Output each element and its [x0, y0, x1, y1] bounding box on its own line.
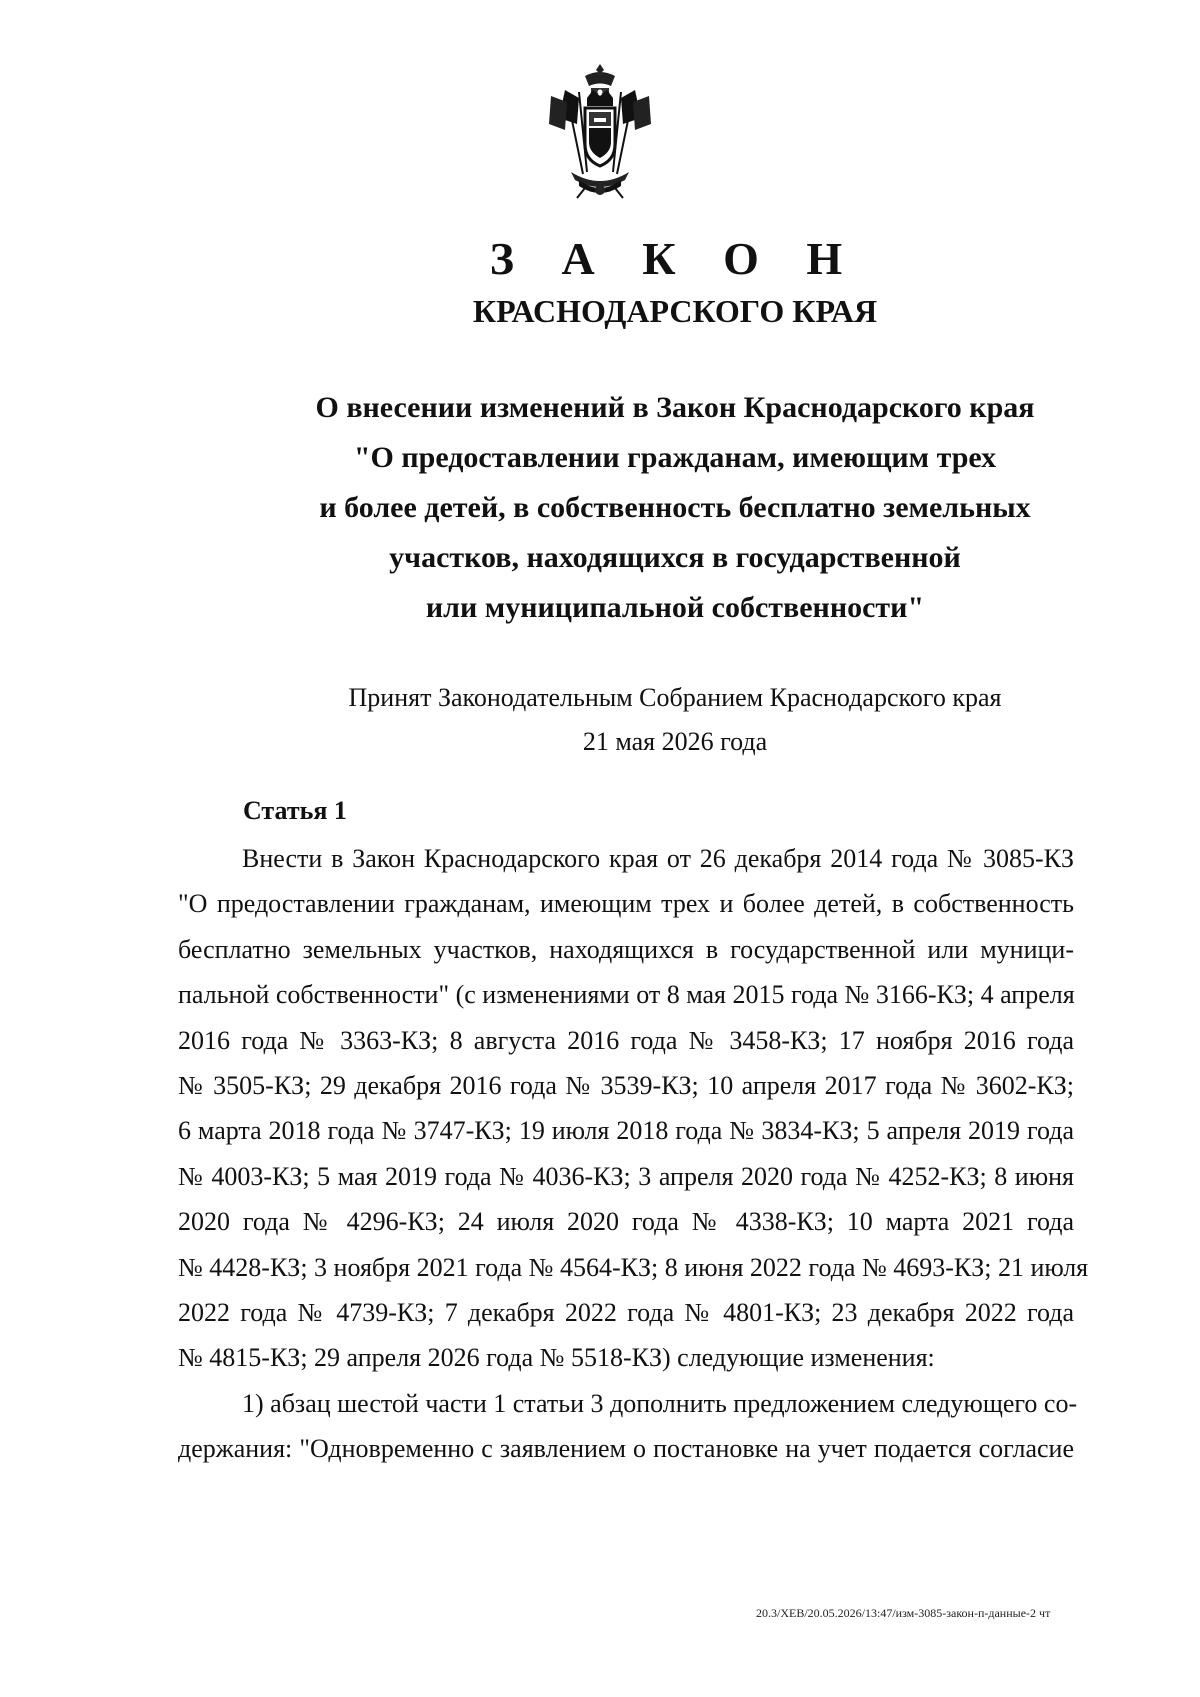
- body-line: 2022 года № 4739-КЗ; 7 декабря 2022 года № 4801-КЗ; 23 декабря 2022 года: [178, 1298, 1074, 1328]
- subject-line: О внесении изменений в Закон Краснодарского края: [315, 391, 1035, 424]
- document-footer-code: 20.3/ХЕВ/20.05.2026/13:47/изм-3085-закон-п-данные-2 чт: [756, 1606, 1051, 1620]
- law-subject-title: [0, 383, 1200, 633]
- body-line: Внести в Закон Краснодарского края от 26 декабря 2014 года № 3085-КЗ: [242, 844, 1074, 873]
- subject-line: "О предоставлении гражданам, имеющим трех: [353, 441, 997, 474]
- body-line: 1) абзац шестой части 1 статьи 3 дополнить предложением следующего со-: [242, 1388, 1078, 1418]
- body-line: бесплатно земельных участков, находящихся в государственной или муници-: [178, 934, 1074, 964]
- body-line: пальной собственности" (с изменениями от 8 мая 2015 года № 3166-КЗ; 4 апреля: [178, 980, 1075, 1010]
- body-line: 2016 года № 3363-КЗ; 8 августа 2016 года № 3458-КЗ; 17 ноября 2016 года: [178, 1025, 1074, 1055]
- subject-line: и более детей, в собственность бесплатно земельных: [319, 491, 1031, 524]
- article-body: [178, 836, 1089, 1472]
- coat-of-arms-icon: [545, 62, 655, 202]
- body-line: № 4428-КЗ; 3 ноября 2021 года № 4564-КЗ; 8 июня 2022 года № 4693-КЗ; 21 июля: [178, 1252, 1089, 1282]
- body-line: держания: "Одновременно с заявлением о постановке на учет подается согласие: [178, 1434, 1074, 1464]
- subject-line: или муниципальной собственности": [425, 591, 925, 624]
- body-line: № 4815-КЗ; 29 апреля 2026 года № 5518-КЗ) следующие изменения:: [178, 1343, 935, 1373]
- subject-line: участков, находящихся в государственной: [389, 541, 961, 574]
- body-line: 6 марта 2018 года № 3747-КЗ; 19 июля 2018 года № 3834-КЗ; 5 апреля 2019 года: [178, 1116, 1074, 1146]
- body-line: № 3505-КЗ; 29 декабря 2016 года № 3539-КЗ; 10 апреля 2017 года № 3602-КЗ;: [178, 1071, 1074, 1101]
- region-title: КРАСНОДАРСКОГО КРАЯ: [472, 293, 878, 329]
- adoption-body: Принят Законодательным Собранием Краснодарского края: [348, 683, 1002, 712]
- adoption-date: 21 мая 2026 года: [582, 727, 768, 756]
- law-title: З А К О Н: [489, 233, 861, 284]
- article-heading: Статья 1: [243, 796, 347, 825]
- body-line: "О предоставлении гражданам, имеющим трех и более детей, в собственность: [178, 889, 1074, 919]
- body-line: № 4003-КЗ; 5 мая 2019 года № 4036-КЗ; 3 апреля 2020 года № 4252-КЗ; 8 июня: [178, 1161, 1074, 1191]
- adoption-note: [0, 676, 1200, 764]
- body-line: 2020 года № 4296-КЗ; 24 июля 2020 года № 4338-КЗ; 10 марта 2021 года: [178, 1207, 1074, 1237]
